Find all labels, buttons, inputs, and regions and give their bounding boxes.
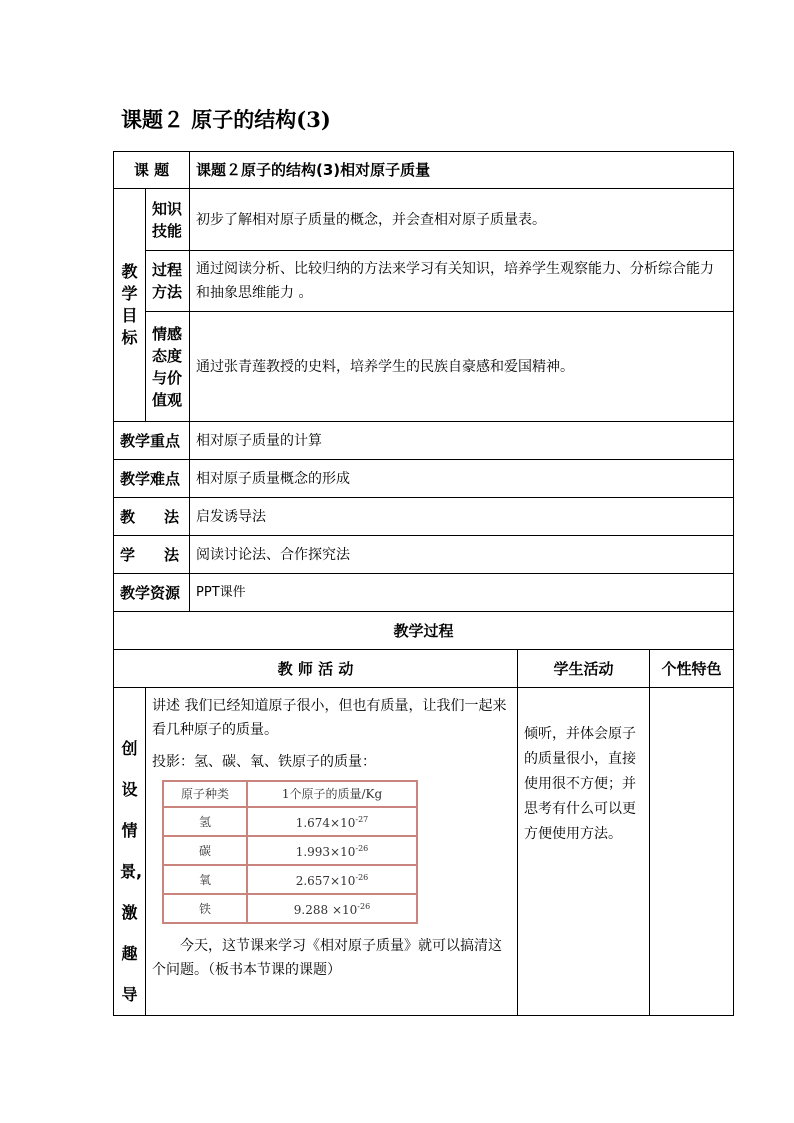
mass-atom-value: $1.674\times 10^{-27}$: [247, 807, 417, 836]
feature-cell: [650, 688, 734, 1016]
key-point-label: 教学重点: [114, 422, 190, 460]
difficult-point-label: 教学难点: [114, 460, 190, 498]
teaching-method-row: [114, 498, 734, 536]
mass-atom-value: $1.993\times 10^{-26}$: [247, 836, 417, 865]
objective-text-knowledge: 初步了解相对原子质量的概念，并会查相对原子质量表。: [190, 189, 734, 251]
learning-method-value: 阅读讨论法、合作探究法: [190, 536, 734, 574]
difficult-point-value: 相对原子质量概念的形成: [190, 460, 734, 498]
process-heading: 教学过程: [114, 612, 734, 650]
mass-atom-value: $2.657\times 10^{-26}$: [247, 865, 417, 894]
mass-atom-name: 铁: [163, 894, 247, 923]
teaching-method-value: 启发诱导法: [190, 498, 734, 536]
learning-method-label: 学 法: [114, 536, 190, 574]
teacher-activity-header: 教 师 活 动: [114, 650, 518, 688]
objective-text-process: 通过阅读分析、比较归纳的方法来学习有关知识，培养学生观察能力、分析综合能力和抽象思维能力 。: [190, 251, 734, 312]
teaching-method-label: 教 法: [114, 498, 190, 536]
mass-row: [163, 807, 417, 836]
page-title: 课题２ 原子的结构(3): [121, 107, 331, 132]
resources-row: [114, 574, 734, 612]
mass-table-header: [163, 781, 417, 807]
mass-row: [163, 865, 417, 894]
objective-text-emotion: 通过张青莲教授的史料，培养学生的民族自豪感和爱国精神。: [190, 312, 734, 422]
mass-header-type: 原子种类: [163, 781, 247, 807]
key-point-row: [114, 422, 734, 460]
objective-row-emotion: [114, 312, 734, 422]
atom-mass-table: [162, 780, 418, 924]
objective-label-process: 过程 方法: [146, 251, 190, 312]
objective-row-process: [114, 251, 734, 312]
mass-row: [163, 836, 417, 865]
process-heading-row: [114, 612, 734, 650]
mass-atom-name: 氧: [163, 865, 247, 894]
topic-value: 课题２原子的结构(3)相对原子质量: [190, 152, 734, 189]
objective-label-knowledge: 知识 技能: [146, 189, 190, 251]
mass-atom-value: $9.288 \times 10^{-26}$: [247, 894, 417, 923]
mass-atom-name: 氢: [163, 807, 247, 836]
mass-row: [163, 894, 417, 923]
difficult-point-row: [114, 460, 734, 498]
topic-label: 课 题: [114, 152, 190, 189]
objective-label-emotion: 情感 态度 与价 值观: [146, 312, 190, 422]
mass-header-mass: 1个原子的质量/Kg: [247, 781, 417, 807]
teacher-narration: 讲述 我们已经知道原子很小，但也有质量，让我们一起来看几种原子的质量。: [152, 698, 507, 738]
teacher-conclusion: 今天，这节课来学习《相对原子质量》就可以搞清这个问题。（板书本节课的课题）: [152, 938, 502, 978]
process-body-row: [114, 688, 734, 1016]
process-columns-row: [114, 650, 734, 688]
resources-value: PPT课件: [190, 574, 734, 612]
objective-row-knowledge: [114, 189, 734, 251]
resources-label: 教学资源: [114, 574, 190, 612]
lesson-plan-table: [113, 151, 734, 1016]
key-point-value: 相对原子质量的计算: [190, 422, 734, 460]
teacher-activity-cell: [146, 688, 518, 1016]
objectives-label: 教 学 目 标: [114, 189, 146, 422]
topic-row: [114, 152, 734, 189]
student-activity-header: 学生活动: [518, 650, 650, 688]
section-label: 创 设 情 景, 激 趣 导: [114, 688, 146, 1016]
teacher-projection: 投影：氢、碳、氧、铁原子的质量：: [152, 754, 376, 770]
feature-header: 个性特色: [650, 650, 734, 688]
student-activity-cell: 倾听，并体会原子的质量很小，直接使用很不方便；并思考有什么可以更方便使用方法。: [518, 688, 650, 1016]
mass-atom-name: 碳: [163, 836, 247, 865]
learning-method-row: [114, 536, 734, 574]
